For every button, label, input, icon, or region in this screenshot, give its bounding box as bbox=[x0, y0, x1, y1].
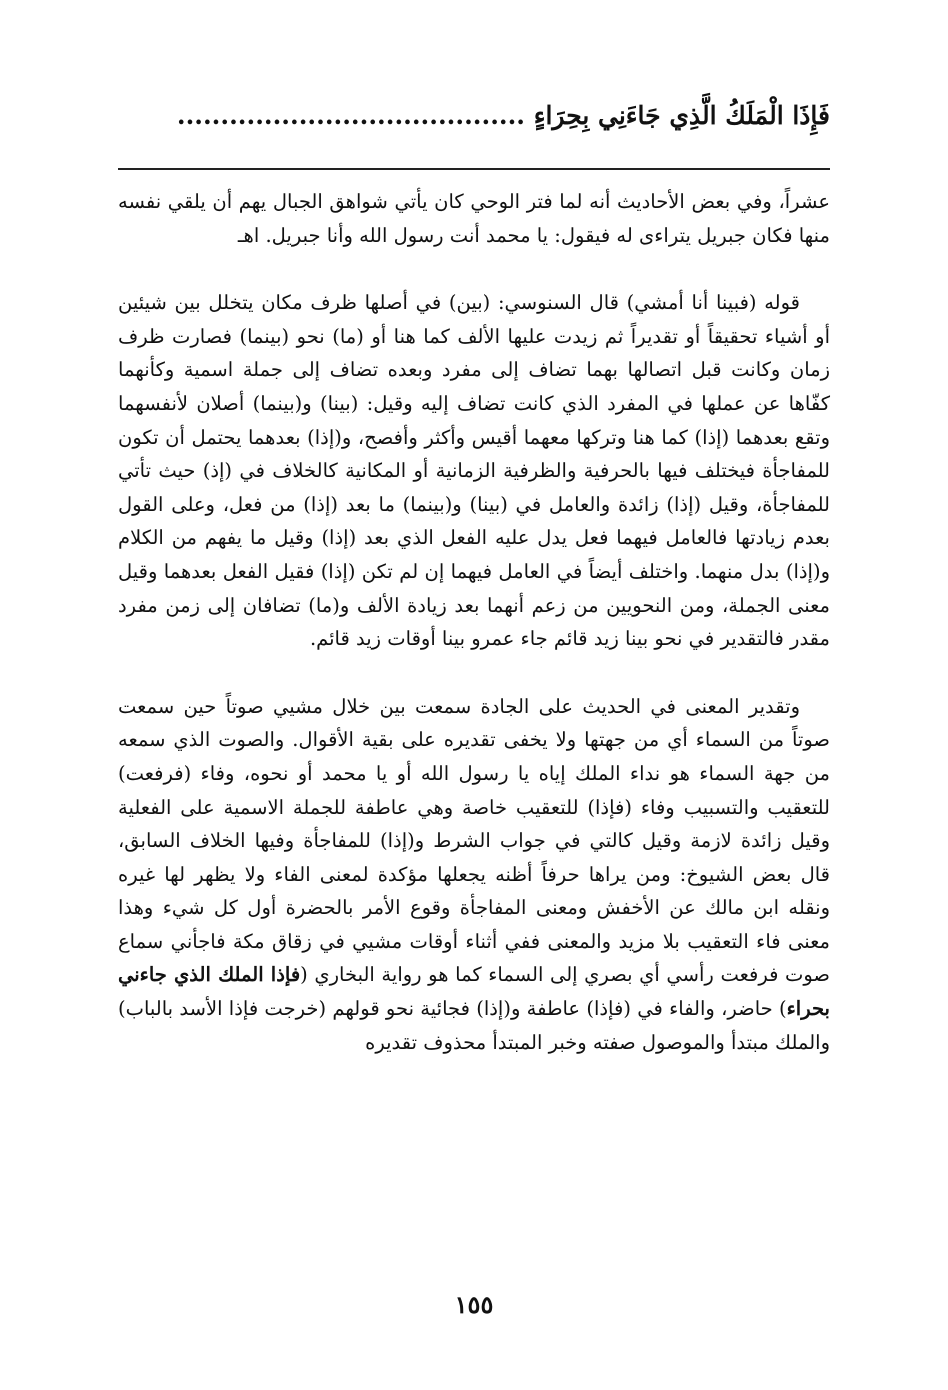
paragraph-2-text: قوله (فبينا أنا أمشي) قال السنوسي: (بين) في أصلها ظرف مكان يتخلل بين شيئين أو أشياء تحقيقاً أو تقديراً ثم زيدت عليها الألف كما هنا أو (ما) نحو (بينما) فصارت ظرف زمان وكانت قبل اتصالها بهما تضاف إلى مفرد وبعده تضاف إلى جملة اسمية وكأنهما كفّاها عن عملها في المفرد الذي كانت تضاف إليه وقيل: (بينا) و(بينما) أصلان لأنفسهما وتقع بعدهما (إذا) كما هنا وتركها معهما أقيس وأكثر وأفصح، و(إذا) بعدهما يحتمل أن تكون للمفاجأة فيختلف فيها بالحرفية والظرفية الزمانية أو المكانية كالخلاف في (إذ) حيث تأتي للمفاجأة، وقيل (إذا) زائدة والعامل في (بينا) و(بينما) ما بعد (إذا) من فعل، وعلى القول بعدم زيادتها فالعامل فيهما فعل يدل عليه الفعل الذي بعد (إذا) وقيل ما يفهم من الكلام و(إذا) بدل منهما. واختلف أيضاً في العامل فيهما إن لم تكن (إذا) فقيل الفعل بعدهما وقيل معنى الجملة، ومن النحويين من زعم أنهما بعد زيادة الألف و(ما) تضافان إلى زمن مفرد مقدر فالتقدير في نحو بينا زيد قائم جاء عمرو بينا أوقات زيد قائم. bbox=[118, 291, 830, 651]
paragraph-3 bbox=[118, 690, 830, 1060]
header-rule bbox=[118, 168, 830, 170]
hadith-quote-bold: فإذا الملك الذي جاءني بحراء bbox=[118, 963, 830, 1021]
paragraph-3-text-after: ) حاضر، والفاء في (فإذا) عاطفة و(إذا) فجائية نحو قولهم (خرجت فإذا الأسد بالباب) والملك مبتدأ والموصول صفته وخبر المبتدأ محذوف تقديره bbox=[118, 997, 830, 1054]
paragraph-1 bbox=[118, 185, 830, 252]
paragraph-1-text: عشراً، وفي بعض الأحاديث أنه لما فتر الوحي كان يأتي شواهق الجبال يهم أن يلقي نفسه منها فكان جبريل يتراءى له فيقول: يا محمد أنت رسول الله وأنا جبريل. اهـ bbox=[118, 190, 830, 247]
paragraph-2 bbox=[118, 286, 830, 656]
paragraph-gap bbox=[118, 252, 830, 286]
paragraph-gap bbox=[118, 656, 830, 690]
page-number: ١٥٥ bbox=[454, 1290, 494, 1319]
body-text bbox=[118, 185, 830, 1059]
paragraph-3-text-before: وتقدير المعنى في الحديث على الجادة سمعت بين خلال مشيي صوتاً حين سمعت صوتاً من السماء أي من جهتها ولا يخفى تقديره على بقية الأقوال. والصوت الذي سمعه من جهة السماء هو نداء الملك إياه يا رسول الله أو يا محمد أو نحوه، وفاء (فرفعت) للتعقيب والتسبيب وفاء (فإذا) للتعقيب خاصة وهي عاطفة للجملة الاسمية على الفعلية وقيل زائدة لازمة وقيل كالتي في جواب الشرط و(إذا) للمفاجأة وفيها الخلاف السابق، قال بعض الشيوخ: ومن يراها حرفاً أظنه يجعلها مؤكدة لمعنى الفاء ولا يظهر لها غيره ونقله ابن مالك عن الأخفش ومعنى المفاجأة وقوع الأمر بالحضرة أول كل شيء وهذا معنى فاء التعقيب بلا مزيد والمعنى ففي أثناء أوقات مشيي في زقاق مكة فاجأني سماع صوت فرفعت رأسي أي بصري إلى السماء كما هو رواية البخاري ( bbox=[118, 694, 830, 987]
running-header: فَإِذَا الْمَلَكُ الَّذِي جَاءَنِي بِحِرَاءٍ ........................................ bbox=[176, 101, 830, 130]
